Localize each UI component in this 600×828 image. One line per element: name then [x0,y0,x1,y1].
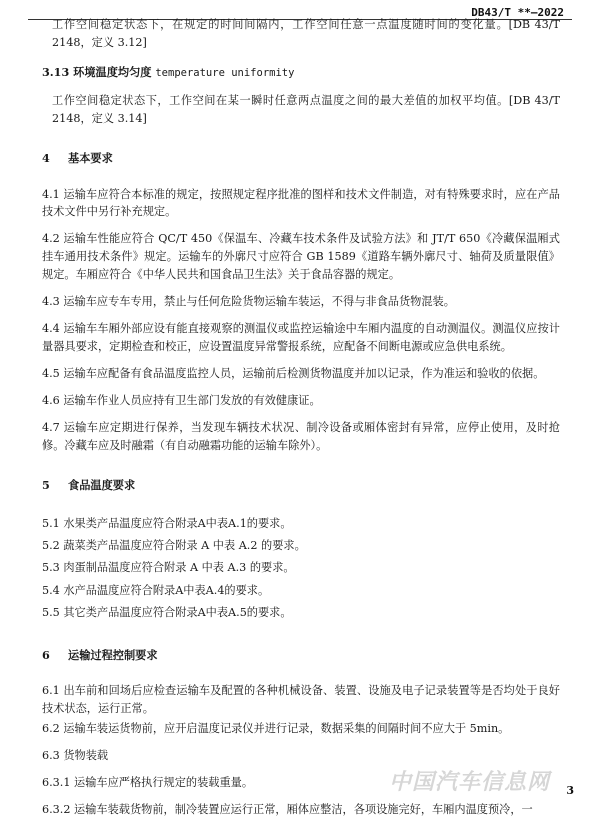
clause-6-3-2: 6.3.2 运输车装载货物前，制冷装置应运行正常，厢体应整洁，各项设施完好，车厢内温度预冷，一 [42,803,533,817]
section-6-number: 6 [42,647,50,662]
page-number: 3 [566,784,574,798]
document-body [42,16,560,828]
clause-4-7: 4.7 运输车应定期进行保养，当发现车辆技术状况、制冷设备或厢体密封有异常，应停止使用，及时抢修。冷藏车应及时融霜（有自动融霜功能的运输车除外）。 [42,420,560,452]
clause-6-1: 6.1 出车前和回场后应检查运输车及配置的各种机械设备、装置、设施及电子记录装置等是否均处于良好技术状态，运行正常。 [42,684,560,716]
clause-4-2: 4.2 运输车性能应符合 QC/T 450《保温车、冷藏车技术条件及试验方法》和 JT/T 650《冷藏保温厢式挂车通用技术条件》规定。运输车的外廓尺寸应符合 GB 1589《道路车辆外廓尺寸、轴荷及质量限值》规定。车厢应符合《中华人民共和国食品卫生法》关于食品容器的规定。 [42,232,560,282]
clause-4-4: 4.4 运输车车厢外部应设有能直接观察的测温仪或监控运输途中车厢内温度的自动测温仪。测温仪应按计量器具要求，定期检查和校正，应设置温度异常警报系统，应配备不间断电源或应急供电系统。 [42,322,560,353]
clause-6-3-1: 6.3.1 运输车应严格执行规定的装载重量。 [42,776,254,790]
clause-5-3: 5.3 肉蛋制品温度应符合附录 A 中表 A.3 的要求。 [42,561,295,575]
clause-5-5: 5.5 其它类产品温度应符合附录A中表A.5的要求。 [42,606,292,620]
section-4-heading [42,150,560,168]
section-3-13-title: 3.13 环境温度均匀度 [42,64,156,79]
clause-4-1: 4.1 运输车应符合本标准的规定，按照规定程序批准的图样和技术文件制造，对有特殊要求时，应在产品技术文件中另行补充规定。 [42,187,560,219]
section-5-heading [42,477,560,495]
section-3-13-title-en: temperature uniformity [155,66,295,79]
clause-6-3-heading: 6.3 货物装载 [42,749,109,763]
clause-6-2: 6.2 运输车装运货物前，应开启温度记录仪并进行记录，数据采集的间隔时间不应大于 5min。 [42,722,510,736]
site-watermark: 中国汽车信息网 [388,769,550,795]
clause-5-4: 5.4 水产品温度应符合附录A中表A.4的要求。 [42,583,270,597]
section-4-number: 4 [42,150,50,165]
section-3-13-heading [42,64,560,82]
clause-4-6: 4.6 运输车作业人员应持有卫生部门发放的有效健康证。 [42,393,321,407]
section-5-number: 5 [42,477,50,492]
clause-5-2: 5.2 蔬菜类产品温度应符合附录 A 中表 A.2 的要求。 [42,538,306,552]
clause-4-3: 4.3 运输车应专车专用，禁止与任何危险货物运输车装运，不得与非食品货物混装。 [42,295,455,309]
clause-4-5: 4.5 运输车应配备有食品温度监控人员，运输前后检测货物温度并加以记录，作为准运和验收的依据。 [42,366,545,380]
section-5-title: 食品温度要求 [68,477,136,492]
section-6-heading [42,647,560,665]
document-code: DB43/T **—2022 [471,6,564,19]
section-4-title: 基本要求 [68,150,113,165]
definition-3-13-text: 工作空间稳定状态下，工作空间在某一瞬时任意两点温度之间的最大差值的加权平均值。[DB 43/T 2148，定义 3.14] [52,93,560,125]
clause-5-1: 5.1 水果类产品温度应符合附录A中表A.1的要求。 [42,516,292,530]
section-6-title: 运输过程控制要求 [68,647,158,662]
definition-3-12-text: 工作空间稳定状态下，在规定的时间间隔内，工作空间任意一点温度随时间的变化量。[DB 43/T 2148，定义 3.12] [52,18,560,49]
